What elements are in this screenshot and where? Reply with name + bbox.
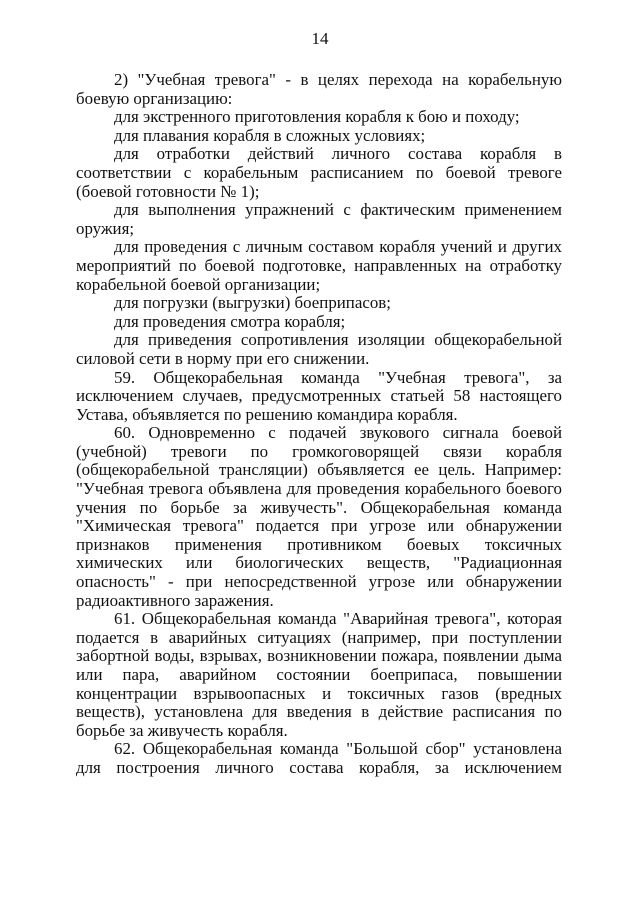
- article-60: 60. Одновременно с подачей звукового сигнала боевой (учебной) тревоги по громкоговорящей связи корабля (общекорабельной трансляции) объявляется ее цель. Например: "Учебная тревога объявлена для проведения корабельного боевого учения по борьбе за живучесть". Общекорабельная команда "Химическая тревога" подается при угрозе или обнаружении признаков применения противником боевых токсичных химических или биологических веществ, "Радиационная опасность" - при непосредственной угрозе или обнаружении радиоактивного заражения.: [76, 423, 562, 610]
- list-item-training-events: для проведения с личным составом корабля учений и других мероприятий по боевой подготовке, направленных на отработку корабельной боевой организации;: [76, 237, 562, 294]
- list-item-insulation-restore: для приведения сопротивления изоляции общекорабельной силовой сети в норму при его снижении.: [76, 330, 562, 368]
- list-item-crew-drill: для отработки действий личного состава корабля в соответствии с корабельным расписанием по боевой тревоге (боевой готовности № 1);: [76, 144, 562, 201]
- article-59: 59. Общекорабельная команда "Учебная тревога", за исключением случаев, предусмотренных статьей 58 настоящего Устава, объявляется по решению командира корабля.: [76, 367, 562, 424]
- page-number: 14: [311, 29, 329, 48]
- list-item-difficult-navigation: для плавания корабля в сложных условиях;: [114, 125, 426, 145]
- list-item-ammunition-loading: для погрузки (выгрузки) боеприпасов;: [114, 293, 391, 313]
- article-62: 62. Общекорабельная команда "Большой сбор" установлена для построения личного состава корабля, за исключением: [76, 739, 562, 777]
- article-61: 61. Общекорабельная команда "Аварийная тревога", которая подается в аварийных ситуациях (например, при поступлении забортной воды, взрывах, возникновении пожара, появлении дыма или пара, аварийном состоянии боеприпаса, повышении концентрации взрывоопасных и токсичных газов (вредных веществ), установлена для введения в действие расписания по борьбе за живучесть корабля.: [76, 609, 562, 740]
- paragraph-alarm-intro: 2) "Учебная тревога" - в целях перехода на корабельную боевую организацию:: [76, 70, 562, 108]
- list-item-weapons-exercise: для выполнения упражнений с фактическим применением оружия;: [76, 200, 562, 238]
- list-item-emergency-preparation: для экстренного приготовления корабля к бою и походу;: [114, 107, 520, 127]
- list-item-ship-inspection: для проведения смотра корабля;: [114, 311, 346, 331]
- document-body: [76, 71, 562, 778]
